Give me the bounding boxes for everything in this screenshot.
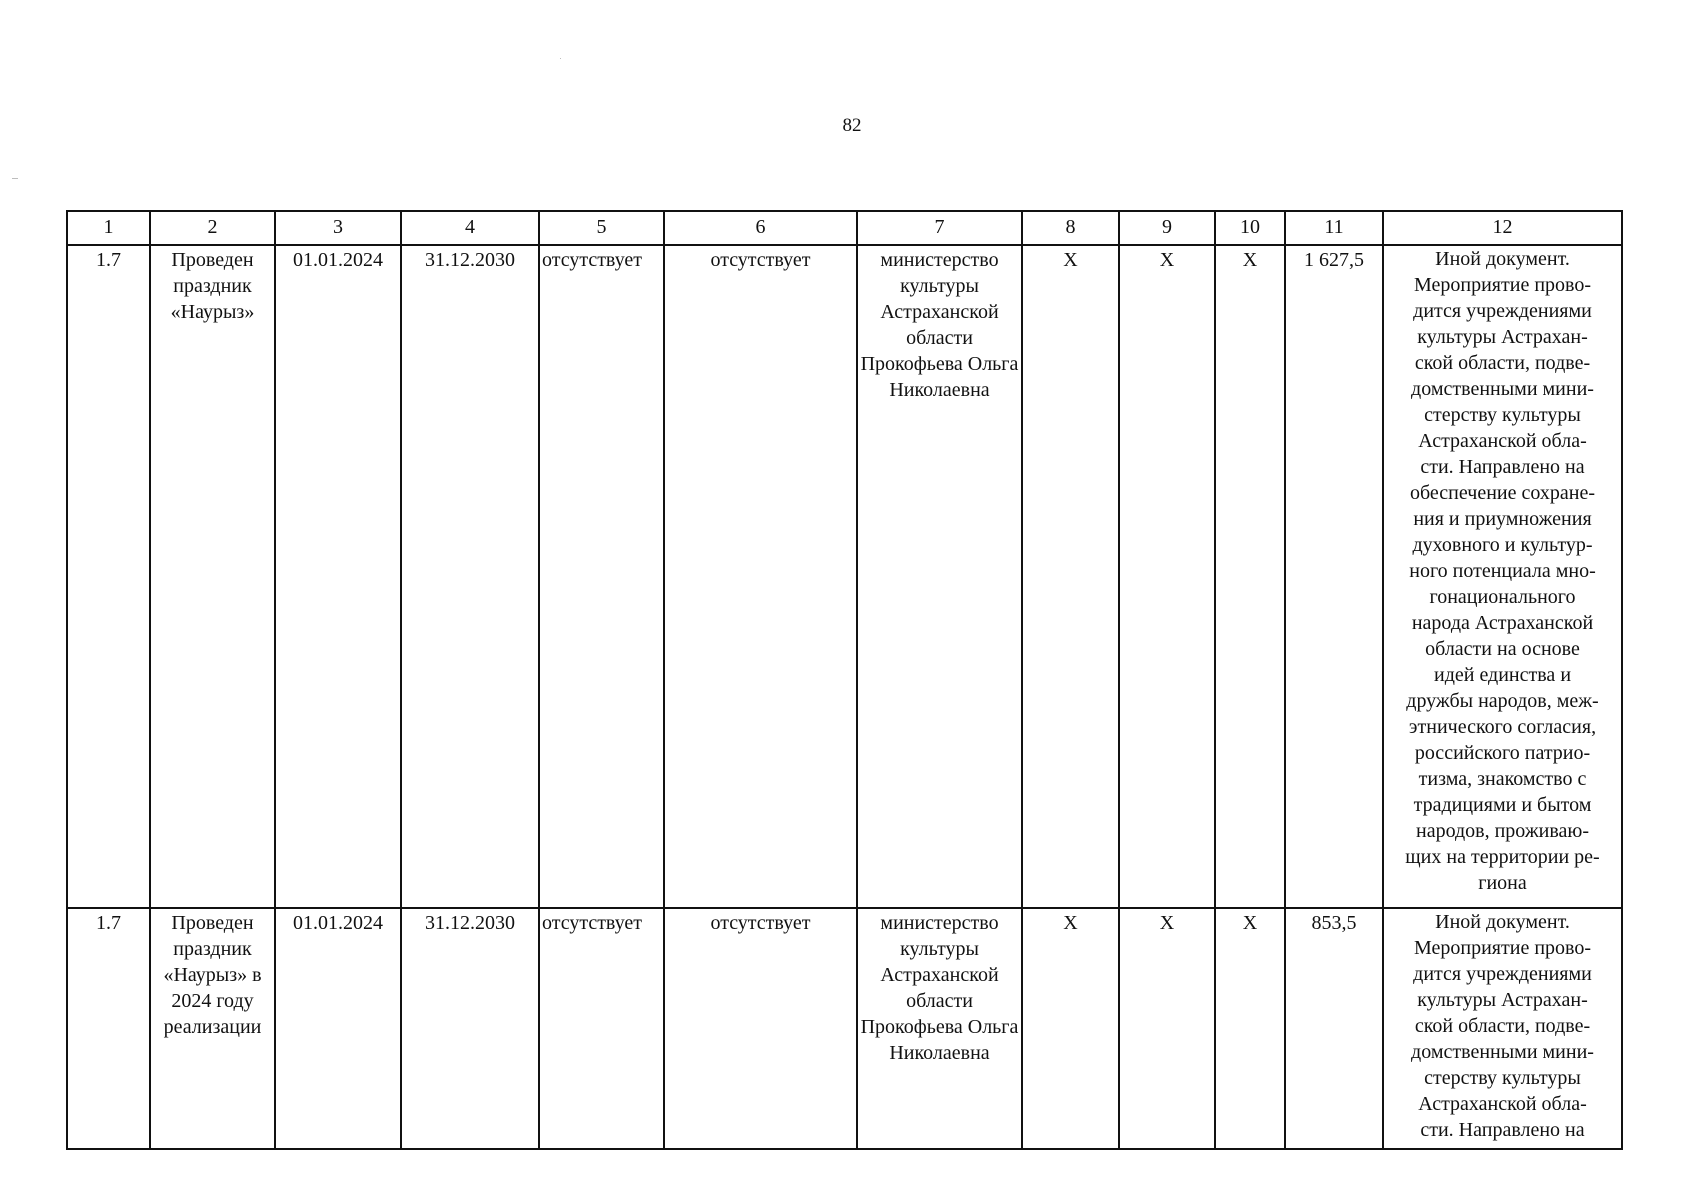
- end-date: 31.12.2030: [401, 245, 539, 908]
- document-table: [66, 210, 1623, 1150]
- note-line: ного потенциала мно-: [1409, 560, 1596, 582]
- column-header: 5: [539, 211, 664, 245]
- column-header: 10: [1215, 211, 1285, 245]
- table-header-row: [67, 211, 1622, 245]
- column-header: 8: [1022, 211, 1119, 245]
- note-line: дружбы народов, меж-: [1406, 690, 1599, 712]
- column-header: 9: [1119, 211, 1215, 245]
- column-9-mark: Х: [1119, 245, 1215, 908]
- note-line: ской области, подве-: [1414, 352, 1591, 374]
- event-name: Проведен праздник «Наурыз» в 2024 году реализации: [150, 908, 275, 1149]
- scan-mark: [560, 58, 561, 59]
- column-header: 11: [1285, 211, 1383, 245]
- funding-amount: 853,5: [1285, 908, 1383, 1149]
- start-date: 01.01.2024: [275, 908, 401, 1149]
- note-line: этнического согласия,: [1408, 716, 1597, 738]
- note-line: Иной документ.: [1435, 911, 1570, 933]
- note-line: гонационального: [1429, 586, 1576, 608]
- note-line: культуры Астрахан-: [1417, 989, 1588, 1011]
- column-header: 1: [67, 211, 150, 245]
- column-5-value: отсутствует: [539, 245, 664, 908]
- note-line: сти. Направлено на: [1420, 456, 1585, 478]
- end-date: 31.12.2030: [401, 908, 539, 1149]
- column-8-mark: Х: [1022, 908, 1119, 1149]
- column-9-mark: Х: [1119, 908, 1215, 1149]
- event-name: Проведен праздник «Наурыз»: [150, 245, 275, 908]
- note-cell: [1383, 908, 1622, 1149]
- note-line: традициями и бытом: [1413, 794, 1592, 816]
- column-6-value: отсутствует: [664, 908, 857, 1149]
- note-line: Мероприятие прово-: [1414, 274, 1591, 296]
- note-line: стерству культуры: [1424, 1067, 1581, 1089]
- column-10-mark: Х: [1215, 908, 1285, 1149]
- column-header: 2: [150, 211, 275, 245]
- note-line: Астраханской обла-: [1418, 1093, 1587, 1115]
- note-line: дится учреждениями: [1413, 963, 1592, 985]
- column-6-value: отсутствует: [664, 245, 857, 908]
- item-number: 1.7: [67, 908, 150, 1149]
- column-header: 3: [275, 211, 401, 245]
- responsible-executor: министерство культуры Астраханской области Прокофьева Ольга Николаевна: [857, 908, 1022, 1149]
- note-line: дится учреждениями: [1413, 300, 1592, 322]
- column-8-mark: Х: [1022, 245, 1119, 908]
- scan-mark: [12, 178, 18, 179]
- start-date: 01.01.2024: [275, 245, 401, 908]
- page-number: 82: [842, 115, 862, 136]
- column-10-mark: Х: [1215, 245, 1285, 908]
- note-line: народов, проживаю-: [1415, 820, 1589, 842]
- column-header: 4: [401, 211, 539, 245]
- note-line: Иной документ.: [1435, 248, 1570, 270]
- note-line: обеспечение сохране-: [1410, 482, 1595, 504]
- responsible-executor: министерство культуры Астраханской области Прокофьева Ольга Николаевна: [857, 245, 1022, 908]
- note-line: идей единства и: [1433, 664, 1572, 686]
- note-line: щих на территории ре-: [1405, 846, 1600, 868]
- note-line: стерству культуры: [1424, 404, 1581, 426]
- note-line: сти. Направлено на: [1420, 1119, 1585, 1141]
- note-line: Астраханской обла-: [1418, 430, 1587, 452]
- note-line: духовного и культур-: [1412, 534, 1593, 556]
- column-header: 12: [1383, 211, 1622, 245]
- column-header: 6: [664, 211, 857, 245]
- note-line: Мероприятие прово-: [1414, 937, 1591, 959]
- note-line: культуры Астрахан-: [1417, 326, 1588, 348]
- note-line: народа Астраханской: [1411, 612, 1594, 634]
- column-header: 7: [857, 211, 1022, 245]
- note-line: области на основе: [1425, 638, 1580, 660]
- note-line: ния и приумножения: [1413, 508, 1592, 530]
- note-line: домственными мини-: [1411, 1041, 1594, 1063]
- note-cell: [1383, 245, 1622, 908]
- note-line: российского патрио-: [1414, 742, 1591, 764]
- funding-amount: 1 627,5: [1285, 245, 1383, 908]
- table-row: [67, 908, 1622, 1149]
- table-row: [67, 245, 1622, 908]
- note-line: ской области, подве-: [1414, 1015, 1591, 1037]
- column-5-value: отсутствует: [539, 908, 664, 1149]
- note-line: тизма, знакомство с: [1418, 768, 1587, 790]
- item-number: 1.7: [67, 245, 150, 908]
- note-line: гиона: [1478, 872, 1527, 894]
- note-line: домственными мини-: [1411, 378, 1594, 400]
